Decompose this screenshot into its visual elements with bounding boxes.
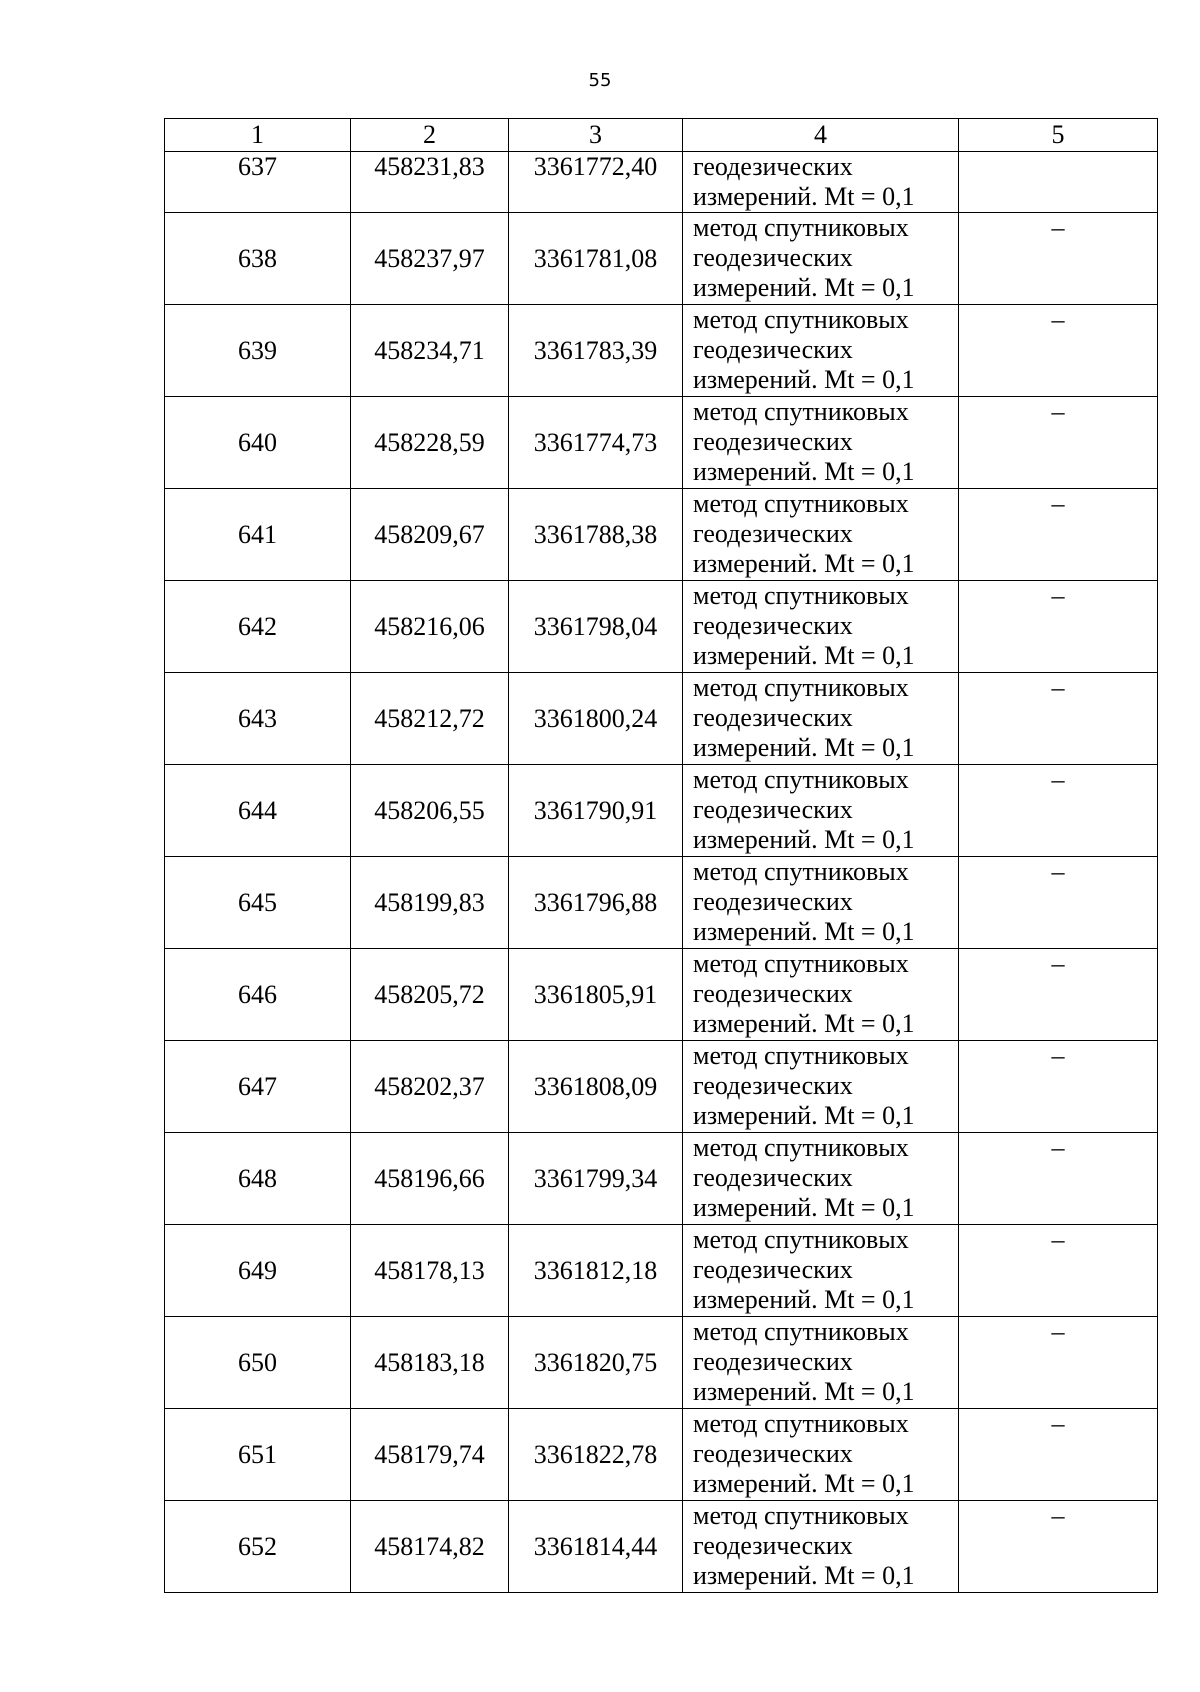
method-line: метод спутниковых (693, 1225, 909, 1254)
method-line: геодезических (693, 979, 853, 1008)
table-row (165, 949, 1158, 1041)
y-coordinate-cell: 3361805,91 (509, 949, 683, 1041)
note-cell: – (959, 1133, 1158, 1225)
column-header-4: 4 (683, 119, 959, 152)
point-number-cell: 644 (165, 765, 351, 857)
y-coordinate-cell: 3361799,34 (509, 1133, 683, 1225)
method-line: геодезических (693, 427, 853, 456)
y-coordinate-cell: 3361774,73 (509, 397, 683, 489)
y-coordinate-cell: 3361790,91 (509, 765, 683, 857)
method-line: геодезических (693, 795, 853, 824)
x-coordinate-cell: 458237,97 (351, 213, 509, 305)
method-cell (683, 949, 959, 1041)
note-cell: – (959, 857, 1158, 949)
column-header-5: 5 (959, 119, 1158, 152)
note-cell: – (959, 1501, 1158, 1593)
note-cell: – (959, 1409, 1158, 1501)
method-line: измерений. Mt = 0,1 (693, 1377, 915, 1406)
x-coordinate-cell: 458199,83 (351, 857, 509, 949)
table-row (165, 1409, 1158, 1501)
method-line: измерений. Mt = 0,1 (693, 641, 915, 670)
method-cell (683, 397, 959, 489)
method-line: измерений. Mt = 0,1 (693, 549, 915, 578)
point-number-cell: 647 (165, 1041, 351, 1133)
method-line: измерений. Mt = 0,1 (693, 1193, 915, 1222)
column-header-1: 1 (165, 119, 351, 152)
x-coordinate-cell: 458178,13 (351, 1225, 509, 1317)
method-cell (683, 581, 959, 673)
method-line: геодезических (693, 152, 853, 181)
note-cell: – (959, 1041, 1158, 1133)
x-coordinate-cell: 458209,67 (351, 489, 509, 581)
table-row (165, 1225, 1158, 1317)
method-cell (683, 857, 959, 949)
table-row (165, 397, 1158, 489)
y-coordinate-cell: 3361788,38 (509, 489, 683, 581)
x-coordinate-cell: 458174,82 (351, 1501, 509, 1593)
table-body (165, 152, 1158, 1593)
table-row (165, 1041, 1158, 1133)
x-coordinate-cell: 458206,55 (351, 765, 509, 857)
method-line: измерений. Mt = 0,1 (693, 182, 915, 211)
column-header-2: 2 (351, 119, 509, 152)
table-row (165, 857, 1158, 949)
method-line: метод спутниковых (693, 397, 909, 426)
x-coordinate-cell: 458212,72 (351, 673, 509, 765)
point-number-cell: 645 (165, 857, 351, 949)
method-line: геодезических (693, 887, 853, 916)
method-line: измерений. Mt = 0,1 (693, 365, 915, 394)
x-coordinate-cell: 458202,37 (351, 1041, 509, 1133)
method-line: метод спутниковых (693, 673, 909, 702)
table-row (165, 1317, 1158, 1409)
method-cell (683, 1317, 959, 1409)
y-coordinate-cell: 3361796,88 (509, 857, 683, 949)
point-number-cell: 652 (165, 1501, 351, 1593)
method-line: метод спутниковых (693, 489, 909, 518)
method-line: метод спутниковых (693, 1041, 909, 1070)
table-row (165, 213, 1158, 305)
y-coordinate-cell: 3361798,04 (509, 581, 683, 673)
y-coordinate-cell: 3361808,09 (509, 1041, 683, 1133)
x-coordinate-cell: 458216,06 (351, 581, 509, 673)
method-line: геодезических (693, 1163, 853, 1192)
note-cell: – (959, 489, 1158, 581)
note-cell: – (959, 397, 1158, 489)
coordinates-table (164, 118, 1158, 1593)
y-coordinate-cell: 3361822,78 (509, 1409, 683, 1501)
method-line: метод спутниковых (693, 857, 909, 886)
method-cell (683, 1409, 959, 1501)
method-cell (683, 1041, 959, 1133)
method-cell (683, 673, 959, 765)
method-line: геодезических (693, 519, 853, 548)
method-line: геодезических (693, 703, 853, 732)
method-line: измерений. Mt = 0,1 (693, 917, 915, 946)
y-coordinate-cell: 3361783,39 (509, 305, 683, 397)
table-header-row (165, 119, 1158, 152)
method-line: метод спутниковых (693, 1317, 909, 1346)
method-line: измерений. Mt = 0,1 (693, 1561, 915, 1590)
method-line: измерений. Mt = 0,1 (693, 1285, 915, 1314)
method-line: геодезических (693, 1071, 853, 1100)
note-cell: – (959, 581, 1158, 673)
x-coordinate-cell: 458196,66 (351, 1133, 509, 1225)
y-coordinate-cell: 3361814,44 (509, 1501, 683, 1593)
method-cell (683, 1133, 959, 1225)
method-line: измерений. Mt = 0,1 (693, 1469, 915, 1498)
method-line: геодезических (693, 1347, 853, 1376)
method-cell (683, 1225, 959, 1317)
y-coordinate-cell: 3361812,18 (509, 1225, 683, 1317)
method-line: геодезических (693, 1531, 853, 1560)
method-line: метод спутниковых (693, 581, 909, 610)
point-number-cell: 637 (165, 152, 351, 213)
x-coordinate-cell: 458179,74 (351, 1409, 509, 1501)
table-row (165, 489, 1158, 581)
y-coordinate-cell: 3361772,40 (509, 152, 683, 213)
note-cell: – (959, 213, 1158, 305)
point-number-cell: 648 (165, 1133, 351, 1225)
note-cell: – (959, 1317, 1158, 1409)
x-coordinate-cell: 458231,83 (351, 152, 509, 213)
method-cell (683, 489, 959, 581)
page-number: 55 (588, 70, 612, 91)
method-cell (683, 152, 959, 213)
method-line: геодезических (693, 611, 853, 640)
method-line: метод спутниковых (693, 949, 909, 978)
point-number-cell: 646 (165, 949, 351, 1041)
note-cell: – (959, 949, 1158, 1041)
method-line: измерений. Mt = 0,1 (693, 1009, 915, 1038)
point-number-cell: 651 (165, 1409, 351, 1501)
method-line: метод спутниковых (693, 305, 909, 334)
method-line: геодезических (693, 243, 853, 272)
x-coordinate-cell: 458205,72 (351, 949, 509, 1041)
table-row (165, 305, 1158, 397)
table-row (165, 581, 1158, 673)
method-line: измерений. Mt = 0,1 (693, 1101, 915, 1130)
note-cell: – (959, 305, 1158, 397)
method-line: геодезических (693, 1255, 853, 1284)
y-coordinate-cell: 3361800,24 (509, 673, 683, 765)
point-number-cell: 641 (165, 489, 351, 581)
method-cell (683, 1501, 959, 1593)
method-cell (683, 305, 959, 397)
table-row (165, 765, 1158, 857)
x-coordinate-cell: 458228,59 (351, 397, 509, 489)
point-number-cell: 643 (165, 673, 351, 765)
point-number-cell: 650 (165, 1317, 351, 1409)
method-line: измерений. Mt = 0,1 (693, 457, 915, 486)
table-row (165, 1501, 1158, 1593)
y-coordinate-cell: 3361820,75 (509, 1317, 683, 1409)
method-line: метод спутниковых (693, 765, 909, 794)
point-number-cell: 642 (165, 581, 351, 673)
point-number-cell: 640 (165, 397, 351, 489)
point-number-cell: 639 (165, 305, 351, 397)
note-cell: – (959, 673, 1158, 765)
method-line: геодезических (693, 335, 853, 364)
method-line: метод спутниковых (693, 213, 909, 242)
table-row (165, 1133, 1158, 1225)
note-cell: – (959, 765, 1158, 857)
x-coordinate-cell: 458234,71 (351, 305, 509, 397)
method-cell (683, 765, 959, 857)
note-cell (959, 152, 1158, 213)
note-cell: – (959, 1225, 1158, 1317)
method-line: измерений. Mt = 0,1 (693, 273, 915, 302)
point-number-cell: 649 (165, 1225, 351, 1317)
method-line: измерений. Mt = 0,1 (693, 825, 915, 854)
column-header-3: 3 (509, 119, 683, 152)
method-line: метод спутниковых (693, 1409, 909, 1438)
x-coordinate-cell: 458183,18 (351, 1317, 509, 1409)
y-coordinate-cell: 3361781,08 (509, 213, 683, 305)
point-number-cell: 638 (165, 213, 351, 305)
table-row (165, 152, 1158, 213)
method-line: измерений. Mt = 0,1 (693, 733, 915, 762)
method-cell (683, 213, 959, 305)
method-line: геодезических (693, 1439, 853, 1468)
method-line: метод спутниковых (693, 1133, 909, 1162)
table-row (165, 673, 1158, 765)
method-line: метод спутниковых (693, 1501, 909, 1530)
